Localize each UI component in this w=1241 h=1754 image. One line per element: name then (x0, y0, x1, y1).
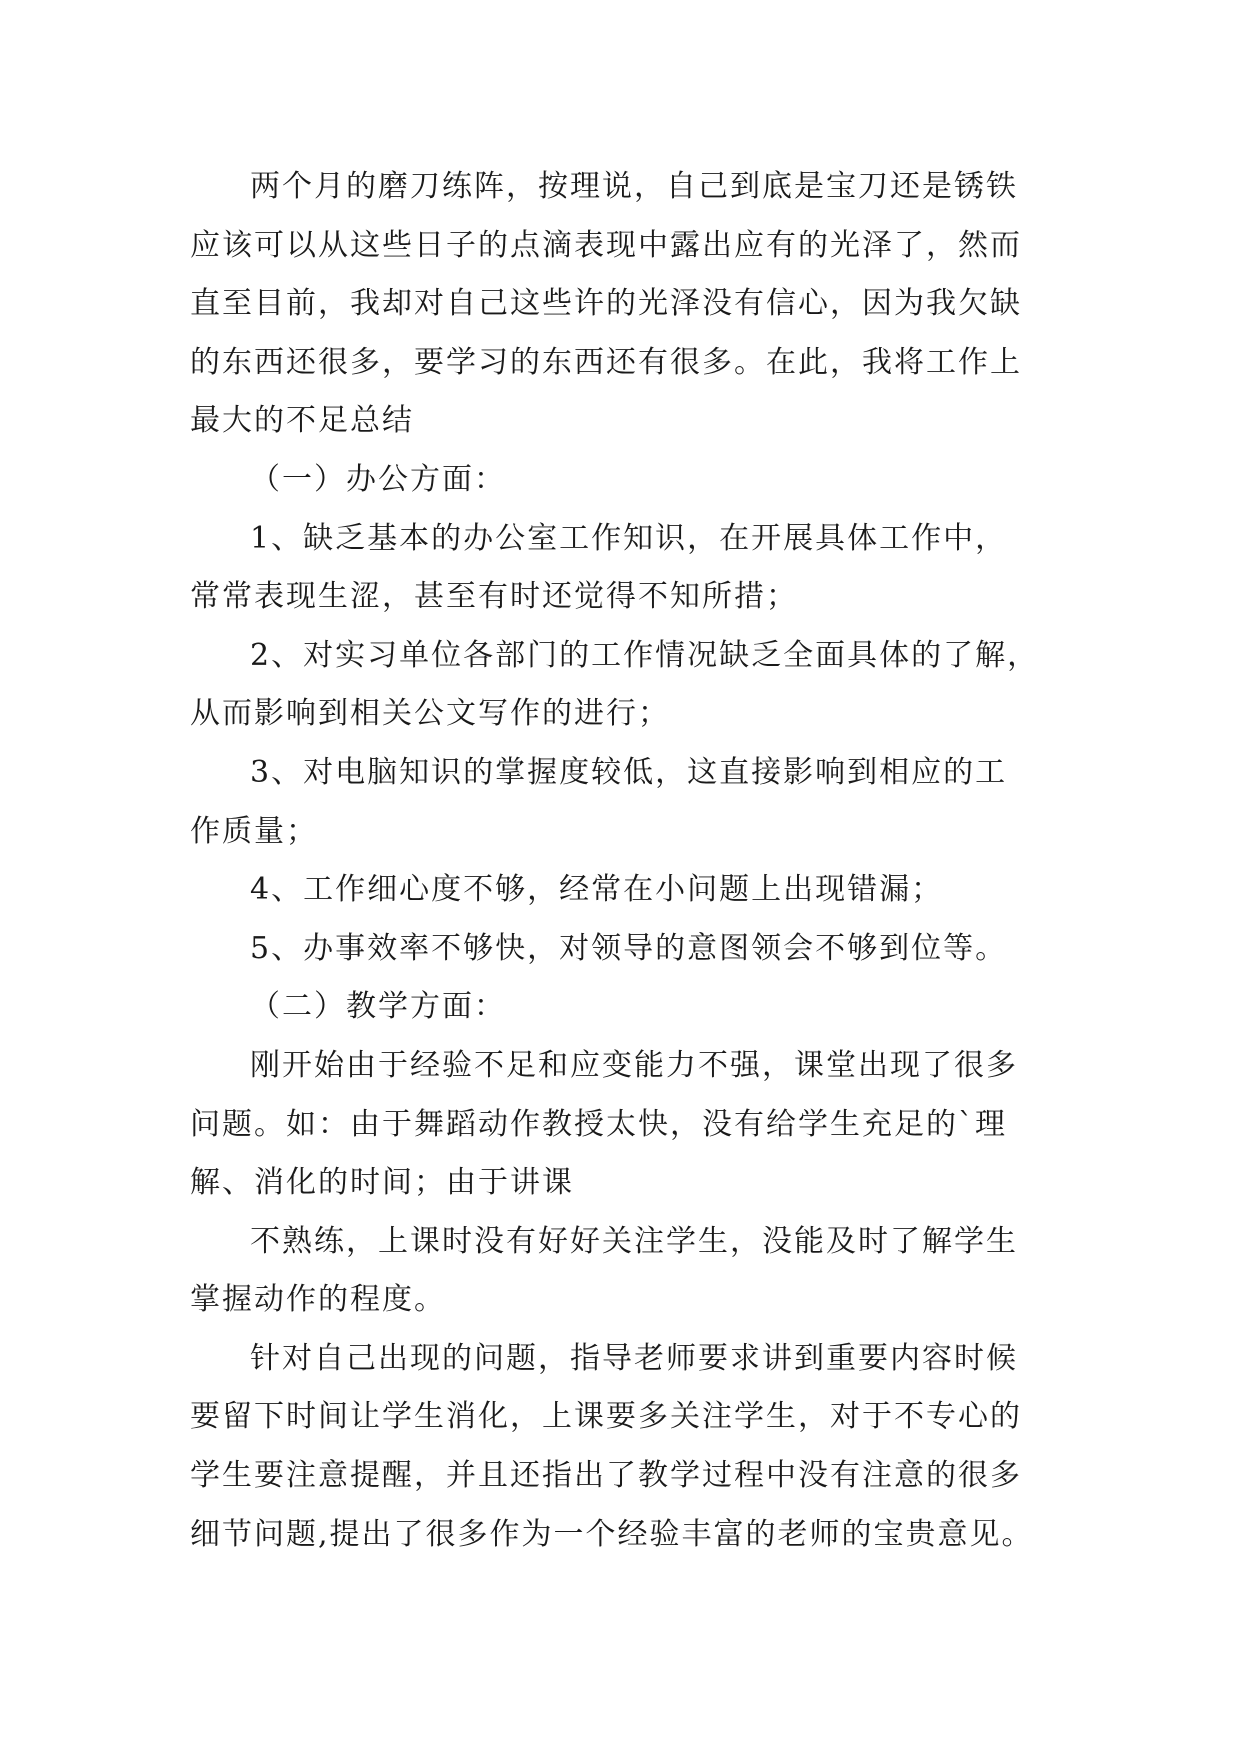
list-item-line: 5、办事效率不够快，对领导的意图领会不够到位等。 (250, 930, 1008, 966)
paragraph-line: 的东西还很多，要学习的东西还有很多。在此，我将工作上 (190, 344, 1022, 380)
paragraph-line: 学生要注意提醒，并且还指出了教学过程中没有注意的很多 (190, 1458, 1022, 1494)
paragraph-line: 应该可以从这些日子的点滴表现中露出应有的光泽了，然而 (190, 227, 1022, 263)
list-item-line: 常常表现生涩，甚至有时还觉得不知所措； (190, 579, 798, 615)
paragraph-line: 不熟练，上课时没有好好关注学生，没能及时了解学生 (250, 1223, 1018, 1259)
paragraph-line: 直至目前，我却对自己这些许的光泽没有信心，因为我欠缺 (190, 286, 1022, 322)
paragraph-line: 针对自己出现的问题，指导老师要求讲到重要内容时候 (250, 1340, 1018, 1376)
list-item-line: 2、对实习单位各部门的工作情况缺乏全面具体的了解， (250, 637, 1040, 673)
list-item-line: 4、工作细心度不够，经常在小问题上出现错漏； (250, 872, 944, 908)
section-heading-teaching: （二）教学方面： (250, 989, 506, 1025)
paragraph-line: 细节问题,提出了很多作为一个经验丰富的老师的宝贵意见。 (190, 1516, 1034, 1552)
paragraph-line: 掌握动作的程度。 (190, 1282, 446, 1318)
list-item-line: 从而影响到相关公文写作的进行； (190, 696, 670, 732)
document-body (190, 158, 1070, 1564)
list-item-line: 1、缺乏基本的办公室工作知识，在开展具体工作中， (250, 520, 1008, 556)
paragraph-line: 问题。如：由于舞蹈动作教授太快，没有给学生充足的`理 (190, 1106, 1007, 1142)
list-item-line: 3、对电脑知识的掌握度较低，这直接影响到相应的工 (250, 754, 1008, 790)
list-item-line: 作质量； (190, 813, 318, 849)
paragraph-line: 刚开始由于经验不足和应变能力不强，课堂出现了很多 (250, 1047, 1018, 1083)
paragraph-line: 两个月的磨刀练阵，按理说，自己到底是宝刀还是锈铁 (250, 169, 1018, 204)
paragraph-line: 最大的不足总结 (190, 403, 414, 439)
paragraph-line: 要留下时间让学生消化，上课要多关注学生，对于不专心的 (190, 1399, 1022, 1435)
section-heading-office: （一）办公方面： (250, 461, 506, 497)
paragraph-line: 解、消化的时间；由于讲课 (190, 1165, 574, 1201)
